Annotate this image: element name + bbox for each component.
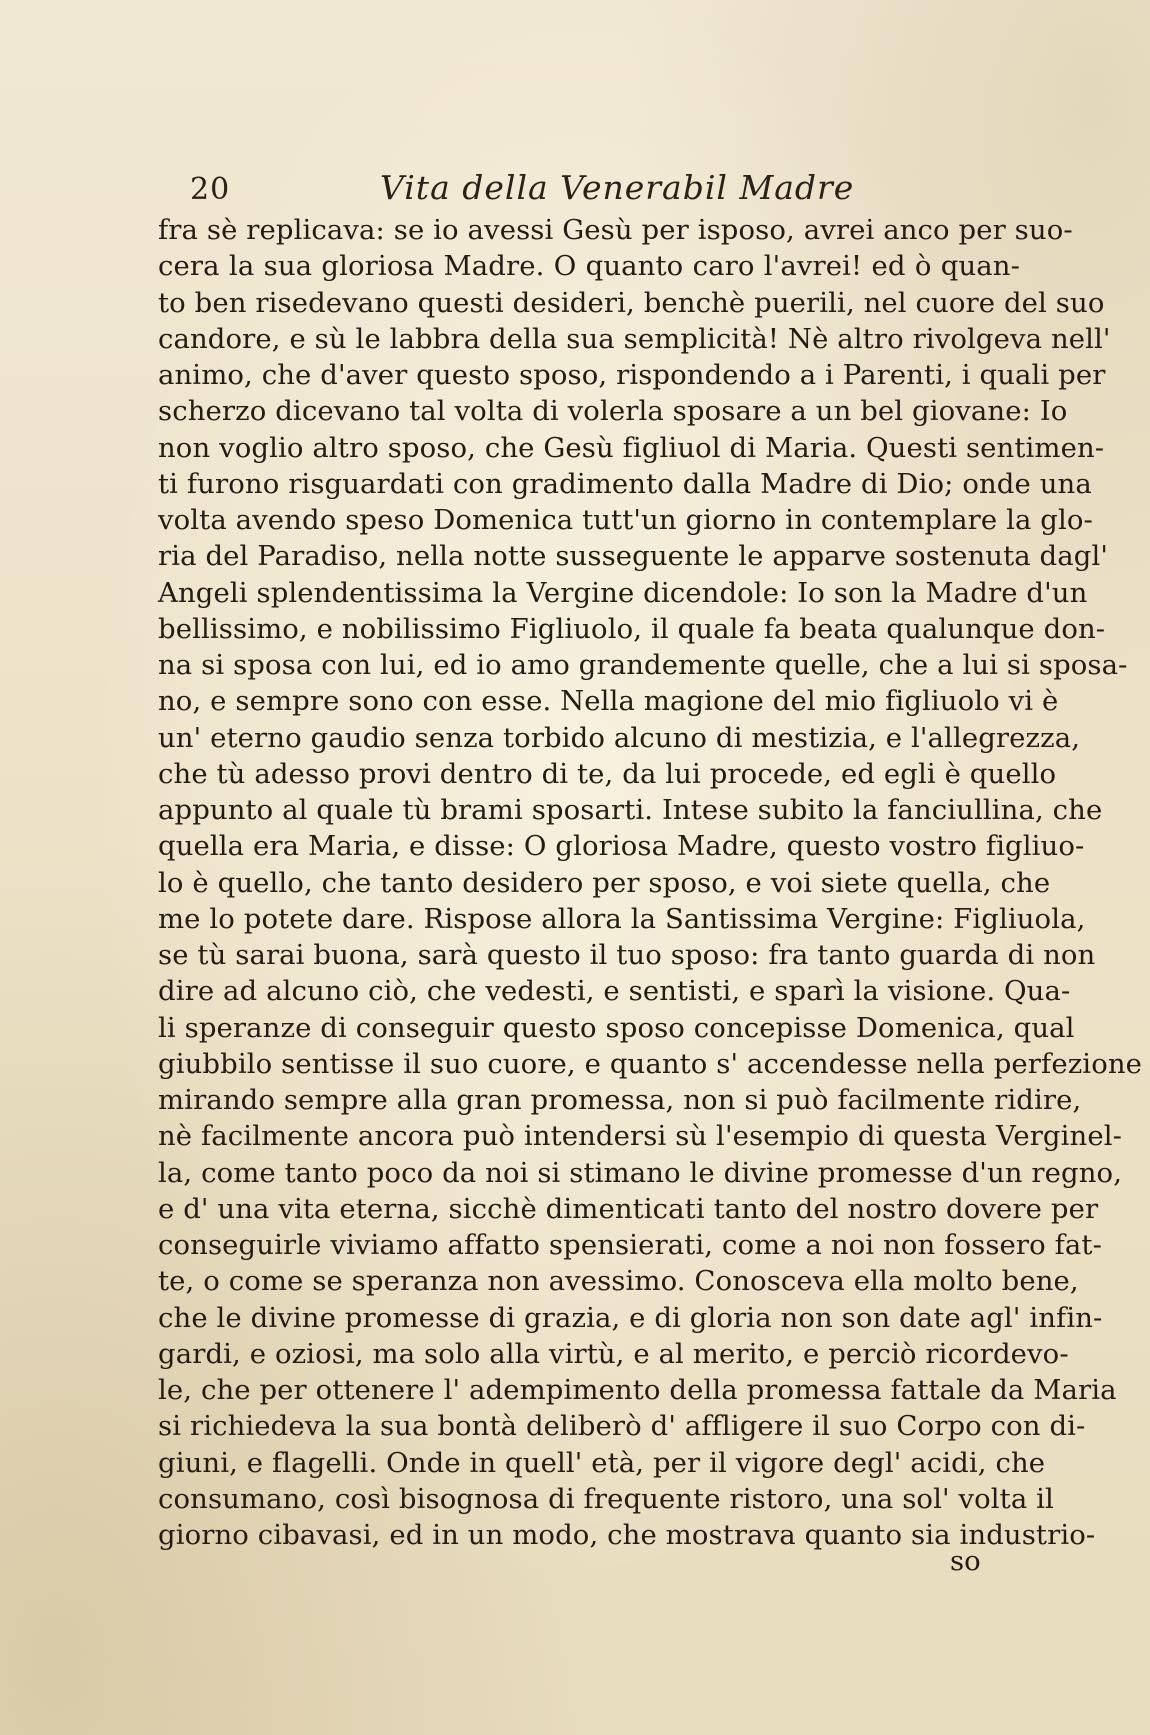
running-title: Vita della Venerabil Madre (380, 168, 855, 207)
text-line: dire ad alcuno ciò, che vedesti, e sentisti, e sparì la visione. Qua- (158, 975, 1071, 1008)
text-line: ria del Paradiso, nella notte susseguente le apparve sostenuta dagl' (158, 540, 1109, 573)
text-line: ti furono risguardati con gradimento dalla Madre di Dio; onde una (158, 467, 1092, 500)
text-line: candore, e sù le labbra della sua semplicità! Nè altro rivolgeva nell' (158, 322, 1111, 355)
text-line: che tù adesso provi dentro di te, da lui procede, ed egli è quello (158, 757, 1057, 790)
text-line: na si sposa con lui, ed io amo grandemente quelle, che a lui si sposa- (158, 649, 1128, 681)
text-line: to ben risedevano questi desideri, benchè puerili, nel cuore del suo (158, 286, 1105, 319)
text-line: le, che per ottenere l' adempimento della promessa fattale da Maria (158, 1374, 1117, 1406)
text-line: animo, che d'aver questo sposo, rispondendo a i Parenti, i quali per (158, 359, 1106, 391)
text-line: volta avendo speso Domenica tutt'un giorno in contemplare la glo- (158, 504, 1093, 536)
page-number: 20 (190, 172, 231, 207)
text-line: gardi, e oziosi, ma solo alla virtù, e al merito, e perciò ricordevo- (158, 1337, 1069, 1370)
text-line: me lo potete dare. Rispose allora la Santissima Vergine: Figliuola, (158, 902, 1086, 935)
text-line: se tù sarai buona, sarà questo il tuo sposo: fra tanto guarda di non (158, 939, 1096, 971)
text-line: consumano, così bisognosa di frequente ristoro, una sol' volta il (158, 1482, 1054, 1515)
text-line: e d' una vita eterna, sicchè dimenticati tanto del nostro dovere per (158, 1192, 1099, 1225)
body-text (158, 212, 1143, 1553)
text-line: la, come tanto poco da noi si stimano le divine promesse d'un regno, (158, 1156, 1123, 1189)
text-line: no, e sempre sono con esse. Nella magione del mio figliuolo vi è (158, 685, 1059, 718)
text-line: mirando sempre alla gran promessa, non si può facilmente ridire, (158, 1084, 1082, 1116)
text-line: si richiedeva la sua bontà deliberò d' affligere il suo Corpo con di- (158, 1410, 1086, 1443)
text-line: giubbilo sentisse il suo cuore, e quanto s' accendesse nella perfezione (158, 1047, 1143, 1080)
catchword: so (950, 1545, 981, 1577)
text-line: scherzo dicevano tal volta di volerla sposare a un bel giovane: Io (158, 395, 1068, 428)
text-line: giorno cibavasi, ed in un modo, che mostrava quanto sia industrio- (158, 1519, 1096, 1551)
text-line: giuni, e flagelli. Onde in quell' età, per il vigore degl' acidi, che (158, 1446, 1046, 1479)
text-line: appunto al quale tù brami sposarti. Intese subito la fanciullina, che (158, 794, 1103, 826)
text-line: un' eterno gaudio senza torbido alcuno di mestizia, e l'allegrezza, (158, 721, 1081, 754)
text-line: che le divine promesse di grazia, e di gloria non son date agl' infin- (158, 1301, 1103, 1334)
text-line: fra sè replicava: se io avessi Gesù per isposo, avrei anco per suo- (158, 214, 1073, 246)
text-line: lo è quello, che tanto desidero per sposo, e voi siete quella, che (158, 866, 1051, 899)
text-line: bellissimo, e nobilissimo Figliuolo, il quale fa beata qualunque don- (158, 612, 1106, 645)
text-line: cera la sua gloriosa Madre. O quanto caro l'avrei! ed ò quan- (158, 250, 1020, 283)
text-line: non voglio altro sposo, che Gesù figliuol di Maria. Questi sentimen- (158, 431, 1105, 464)
text-line: li speranze di conseguir questo sposo concepisse Domenica, qual (158, 1011, 1075, 1044)
text-line: nè facilmente ancora può intendersi sù l'esempio di questa Verginel- (158, 1120, 1123, 1153)
text-line: Angeli splendentissima la Vergine dicendole: Io son la Madre d'un (158, 576, 1088, 609)
text-line: te, o come se speranza non avessimo. Conosceva ella molto bene, (158, 1265, 1079, 1298)
text-line: quella era Maria, e disse: O gloriosa Madre, questo vostro figliuo- (158, 830, 1085, 863)
text-line: conseguirle viviamo affatto spensierati, come a noi non fossero fat- (158, 1229, 1102, 1261)
